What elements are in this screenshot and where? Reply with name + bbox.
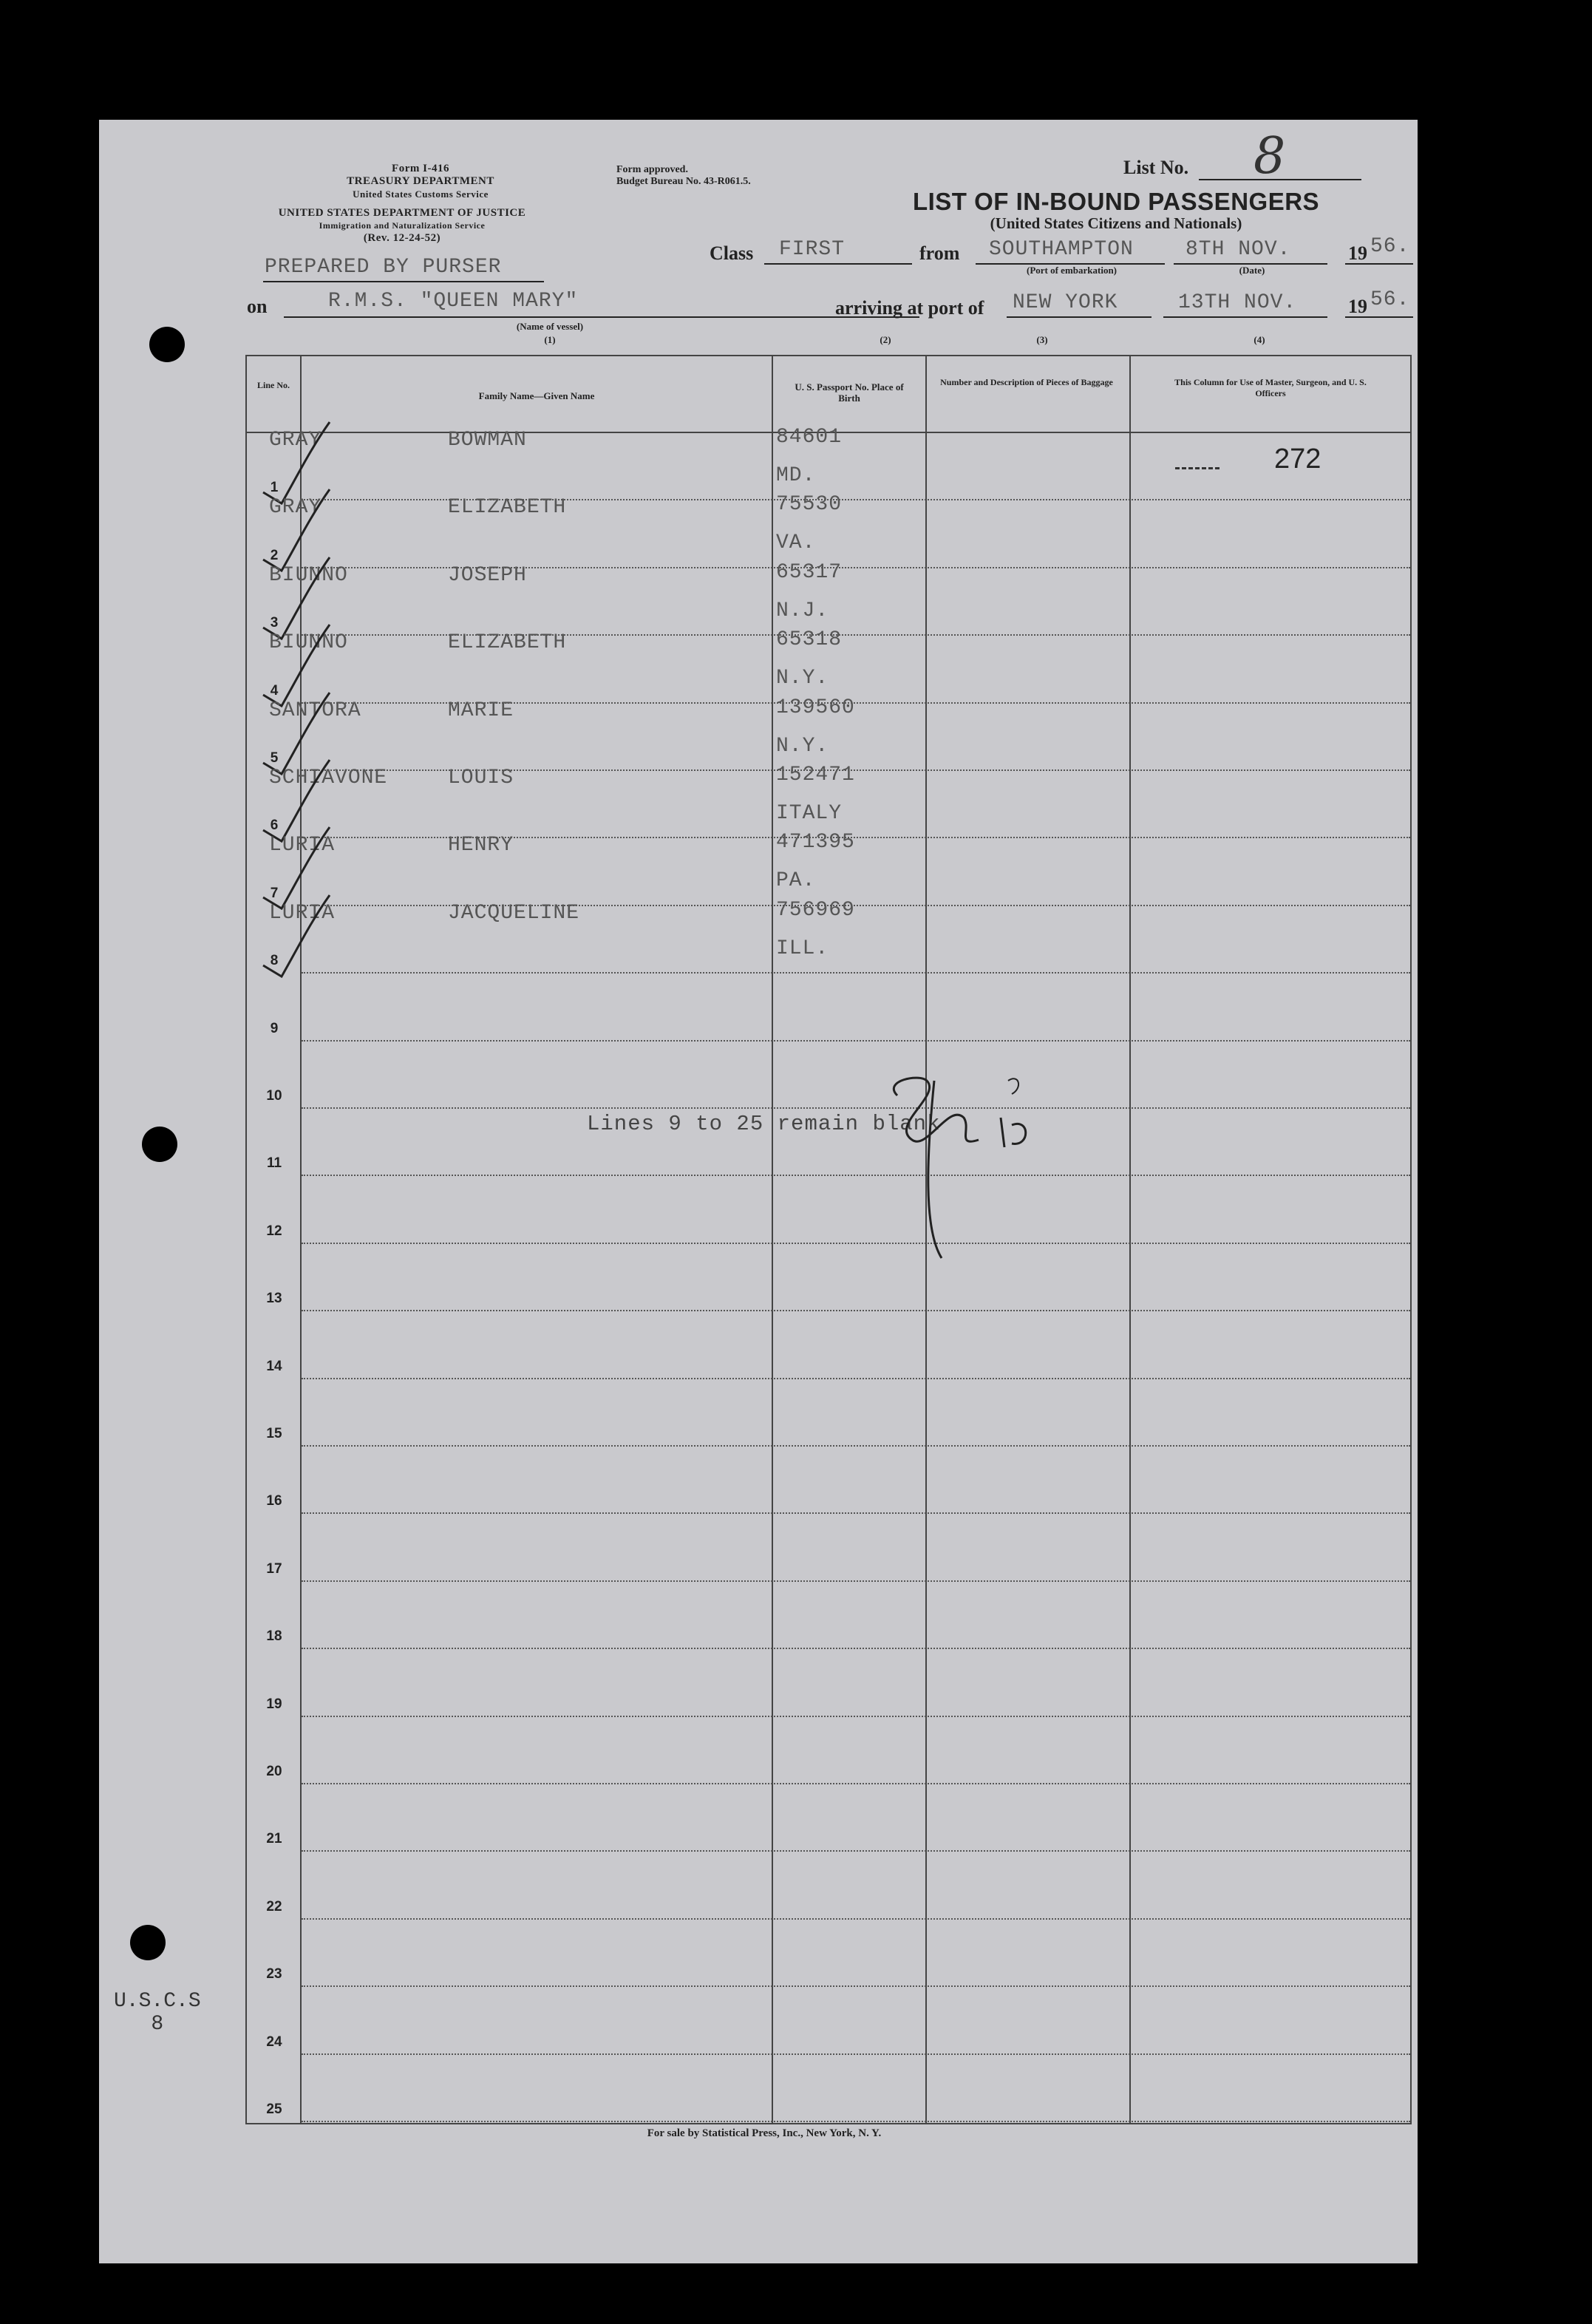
given-name: HENRY xyxy=(448,834,514,857)
line-number: 9 xyxy=(270,1020,279,1036)
arrival-year: 56. xyxy=(1370,288,1410,311)
header-line-no: Line No. xyxy=(256,380,290,390)
prepared-by-underline xyxy=(263,281,544,282)
header-officers: This Column for Use of Master, Surgeon, and U. S. Officers xyxy=(1174,377,1367,398)
line-number: 16 xyxy=(266,1493,282,1509)
arrival-date-underline xyxy=(1163,316,1327,318)
line-number: 3 xyxy=(270,615,279,631)
passport-number: 65318 xyxy=(776,628,843,652)
given-name: JACQUELINE xyxy=(448,901,580,925)
vessel-name: R.M.S. "QUEEN MARY" xyxy=(328,290,579,313)
line-number: 22 xyxy=(266,1898,282,1914)
passport-number: 152471 xyxy=(776,764,855,786)
row-rule xyxy=(302,1985,1410,1987)
passport-number: 84601 xyxy=(776,426,843,449)
date-caption: (Date) xyxy=(1239,265,1265,276)
approval-line: Form approved. xyxy=(616,164,688,175)
line-number: 4 xyxy=(270,682,279,699)
line-number: 25 xyxy=(266,2102,282,2117)
place-of-birth: ILL. xyxy=(776,937,829,960)
row-rule xyxy=(302,1918,1410,1920)
line-number: 11 xyxy=(266,1155,282,1172)
department-name: TREASURY DEPARTMENT xyxy=(347,175,494,187)
line-number: 7 xyxy=(270,885,279,901)
check-mark-icon xyxy=(256,891,337,988)
header-passport: U. S. Passport No. Place of Birth xyxy=(795,381,904,404)
passport-number: 65317 xyxy=(776,560,843,584)
row-rule xyxy=(302,1783,1410,1784)
given-name: JOSEPH xyxy=(448,563,527,587)
manifest-sheet xyxy=(99,120,1418,2263)
given-name: LOUIS xyxy=(448,767,514,789)
line-number: 17 xyxy=(266,1560,282,1577)
passport-number: 471395 xyxy=(776,831,855,854)
departure-year-prefix: 19 xyxy=(1348,242,1367,264)
column-number: (3) xyxy=(1036,334,1048,345)
page-subtitle: (United States Citizens and Nationals) xyxy=(990,214,1242,232)
punch-hole xyxy=(142,1127,177,1162)
arrival-year-underline xyxy=(1345,316,1413,318)
punch-hole xyxy=(149,327,185,362)
passenger-table xyxy=(245,355,1412,2124)
line-number: 24 xyxy=(266,2034,282,2050)
officer-dash xyxy=(1175,467,1219,469)
place-of-birth: MD. xyxy=(776,464,816,487)
given-name: ELIZABETH xyxy=(448,631,567,655)
row-rule xyxy=(302,1310,1410,1311)
line-number: 10 xyxy=(266,1088,282,1104)
given-name: BOWMAN xyxy=(448,429,527,452)
from-label: from xyxy=(919,242,960,264)
form-revision: (Rev. 12-24-52) xyxy=(363,232,441,244)
family-name: LURIA xyxy=(269,834,336,857)
from-value: SOUTHAMPTON xyxy=(989,238,1134,261)
row-rule xyxy=(302,1512,1410,1514)
line-number: 19 xyxy=(266,1696,282,1712)
line-number: 2 xyxy=(270,547,279,563)
departure-date: 8TH NOV. xyxy=(1186,238,1291,261)
family-name: BIUNNO xyxy=(269,631,348,655)
page-title: LIST OF IN-BOUND PASSENGERS xyxy=(912,188,1320,215)
passport-number: 75530 xyxy=(776,493,843,517)
family-name: BIUNNO xyxy=(269,563,348,587)
family-name: LURIA xyxy=(269,901,336,925)
service-name: United States Customs Service xyxy=(353,188,489,200)
line-number: 14 xyxy=(266,1358,282,1374)
prepared-by: PREPARED BY PURSER xyxy=(265,256,502,279)
family-name: GRAY xyxy=(269,496,322,520)
naturalization-service: Immigration and Naturalization Service xyxy=(319,220,486,231)
row-rule xyxy=(302,1648,1410,1649)
vessel-caption: (Name of vessel) xyxy=(516,321,584,332)
row-rule xyxy=(302,1378,1410,1379)
arrival-port: NEW YORK xyxy=(1013,291,1118,314)
blank-lines-remark: Lines 9 to 25 remain blank xyxy=(587,1112,941,1136)
header-baggage: Number and Description of Pieces of Baggage xyxy=(940,377,1113,387)
arrival-port-underline xyxy=(1007,316,1152,318)
line-number: 13 xyxy=(266,1291,282,1307)
place-of-birth: PA. xyxy=(776,869,816,893)
line-number: 1 xyxy=(270,480,279,496)
line-number: 18 xyxy=(266,1628,282,1645)
customs-stamp-line: U.S.C.S xyxy=(114,1990,201,2013)
arriving-label: arriving at port of xyxy=(835,297,984,319)
row-rule xyxy=(302,1850,1410,1852)
class-underline xyxy=(764,263,912,265)
line-number: 21 xyxy=(266,1831,282,1847)
column-number: (4) xyxy=(1253,334,1265,345)
row-rule xyxy=(302,1580,1410,1582)
family-name: SANTORA xyxy=(269,699,361,722)
line-number: 8 xyxy=(270,953,279,969)
customs-stamp-line: 8 xyxy=(151,2013,164,2036)
approval-line: Budget Bureau No. 43-R061.5. xyxy=(616,176,751,187)
row-rule xyxy=(302,2053,1410,2055)
arrival-year-prefix: 19 xyxy=(1348,296,1367,317)
class-value: FIRST xyxy=(779,238,846,261)
place-of-birth: VA. xyxy=(776,531,816,555)
line-number: 23 xyxy=(266,1966,282,1982)
given-name: MARIE xyxy=(448,699,514,722)
punch-hole xyxy=(130,1925,166,1960)
column-number: (2) xyxy=(880,334,891,345)
passport-number: 139560 xyxy=(776,696,855,719)
given-name: ELIZABETH xyxy=(448,496,567,520)
list-no-label: List No. xyxy=(1123,157,1189,178)
class-label: Class xyxy=(710,242,754,264)
list-no-value: 8 xyxy=(1253,127,1286,186)
header-name: Family Name—Given Name xyxy=(478,390,595,401)
departure-year: 56. xyxy=(1370,235,1410,258)
line-number: 5 xyxy=(270,750,279,766)
port-caption: (Port of embarkation) xyxy=(1026,265,1118,276)
row-rule xyxy=(302,2121,1410,2122)
line-number: 12 xyxy=(266,1223,282,1239)
row-rule xyxy=(302,1445,1410,1447)
line-number: 15 xyxy=(266,1426,282,1441)
place-of-birth: ITALY xyxy=(776,802,843,825)
family-name: SCHIAVONE xyxy=(269,767,388,789)
on-label: on xyxy=(247,296,268,317)
place-of-birth: N.Y. xyxy=(776,734,829,758)
column-number: (1) xyxy=(544,334,556,345)
form-number: Form I-416 xyxy=(392,163,449,174)
line-number: 6 xyxy=(270,818,279,834)
line-number: 20 xyxy=(266,1764,282,1779)
year-underline xyxy=(1345,263,1413,265)
row-rule xyxy=(302,1716,1410,1717)
passport-number: 756969 xyxy=(776,898,855,922)
inspector-signature xyxy=(853,970,1060,1265)
footer-printer: For sale by Statistical Press, Inc., New York, N. Y. xyxy=(647,2127,882,2139)
justice-department: UNITED STATES DEPARTMENT OF JUSTICE xyxy=(278,207,526,219)
place-of-birth: N.J. xyxy=(776,599,829,622)
family-name: GRAY xyxy=(269,429,322,452)
arrival-date: 13TH NOV. xyxy=(1178,291,1297,314)
officer-note: 272 xyxy=(1274,444,1321,475)
vessel-underline xyxy=(284,316,919,318)
place-of-birth: N.Y. xyxy=(776,667,829,690)
